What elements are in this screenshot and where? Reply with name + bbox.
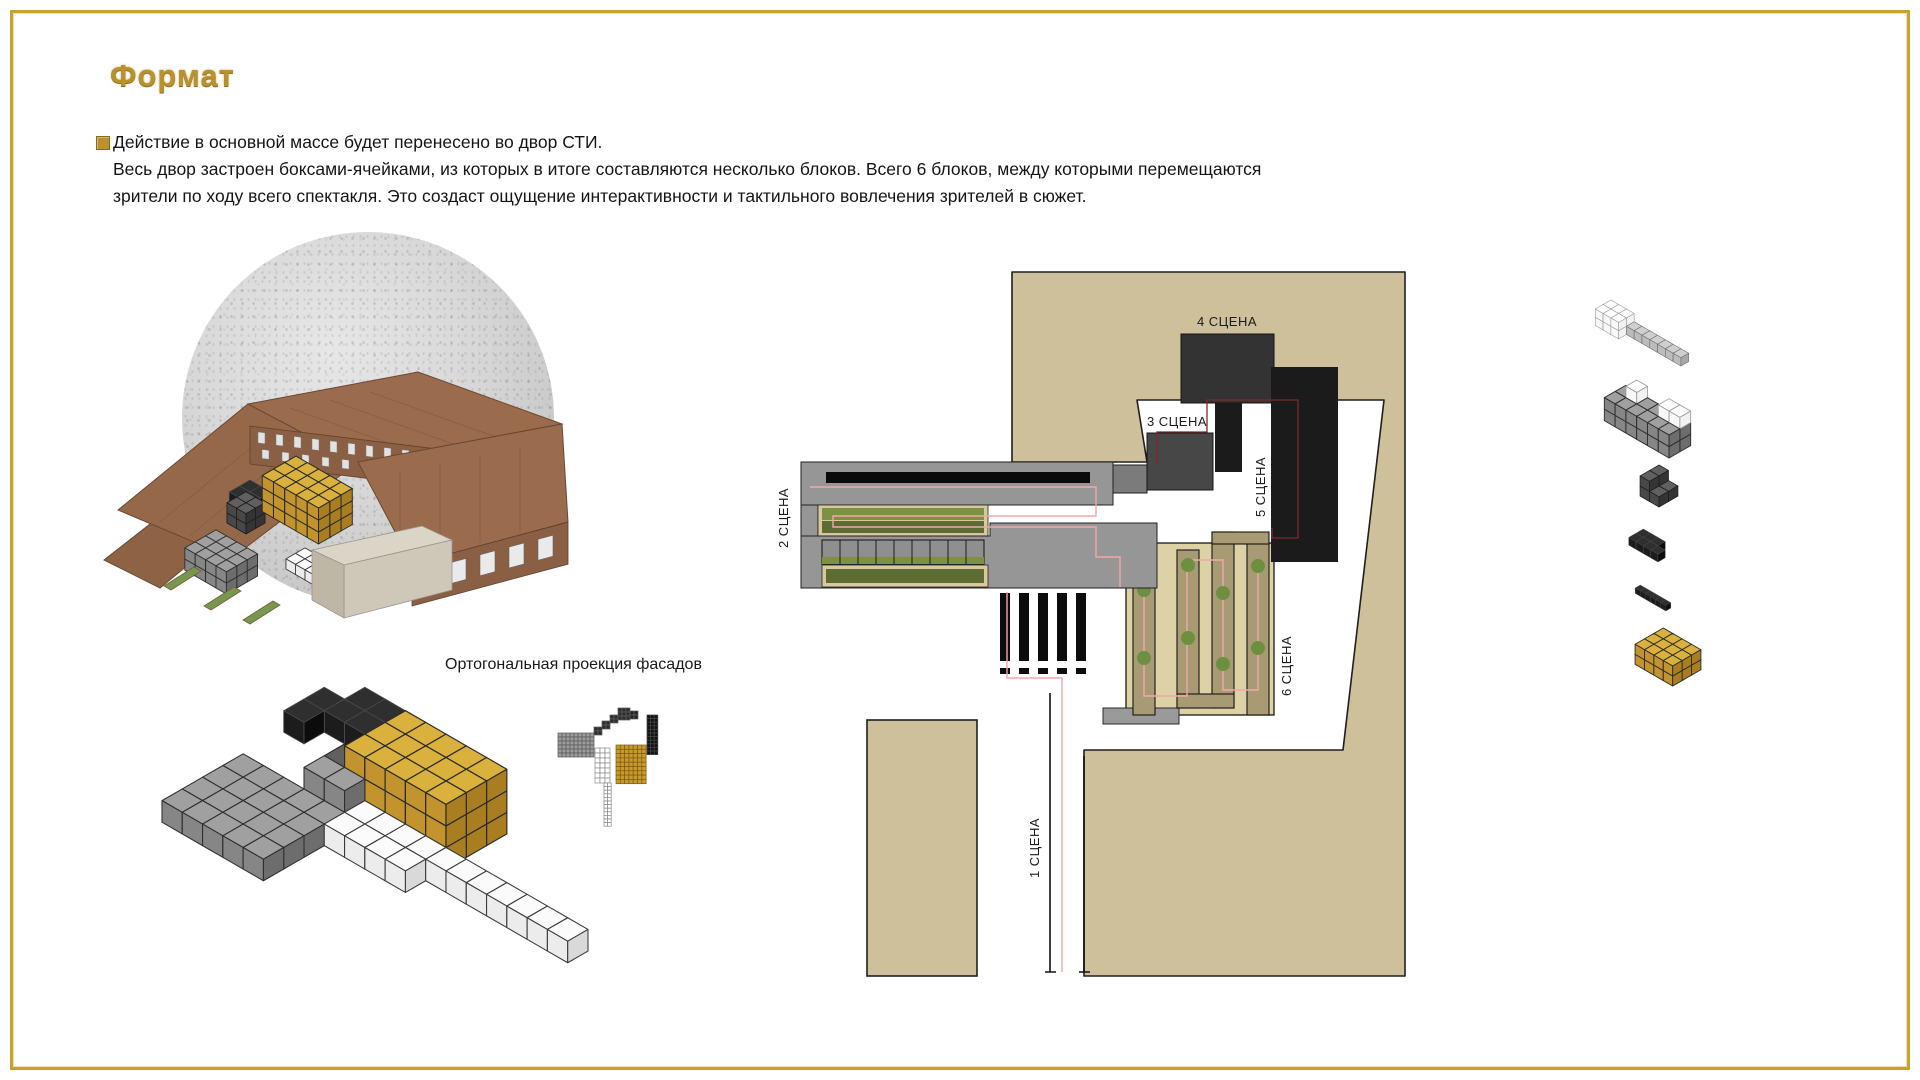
courtyard-building-render: [100, 362, 580, 642]
gold-bullet-icon: [96, 136, 110, 150]
intro-paragraph: [113, 129, 1423, 210]
exploded-block-4: [1620, 527, 1674, 564]
route-line-pink-b: [1007, 592, 1062, 972]
stage-label-1: 1 СЦЕНА: [1027, 817, 1042, 879]
stage-label-6: 6 СЦЕНА: [1279, 635, 1294, 697]
exploded-block-6: [1632, 626, 1704, 688]
exploded-blocks-axonometric: [160, 675, 590, 975]
intro-line-1: Действие в основной массе будет перенесено во двор СТИ.: [113, 132, 603, 152]
stage-label-5: 5 СЦЕНА: [1253, 456, 1268, 518]
beige-hall: [312, 526, 452, 618]
stage-label-3: 3 СЦЕНА: [1146, 414, 1208, 429]
stage-label-4: 4 СЦЕНА: [1196, 314, 1258, 329]
exploded-block-3: [1638, 463, 1680, 509]
intro-line-2: Весь двор застроен боксами-ячейками, из которых в итоге составляются несколько блоков. Всего 6 блоков, между которыми перемещаются: [113, 159, 1262, 179]
plan-annex-building: [867, 720, 977, 976]
exploded-block-2: [1590, 378, 1705, 460]
facade-caption: Ортогональная проекция фасадов: [445, 656, 702, 673]
stage-label-2: 2 СЦЕНА: [776, 487, 791, 549]
facade-projection-figure: [550, 700, 690, 840]
stage1-corridor: [1045, 693, 1090, 972]
stage2-structure: [801, 462, 1157, 588]
courtyard-plan-figure: [760, 260, 1500, 980]
exploded-block-1: [1572, 298, 1712, 368]
stage4-block: [1181, 334, 1274, 403]
page-title: Формат: [110, 58, 235, 93]
exploded-block-5: [1620, 583, 1686, 613]
crosswalk-bars: [1000, 593, 1086, 674]
intro-line-3: зрители по ходу всего спектакля. Это создаст ощущение интерактивности и тактильного вовлечения зрителей в сюжет.: [113, 186, 1087, 206]
